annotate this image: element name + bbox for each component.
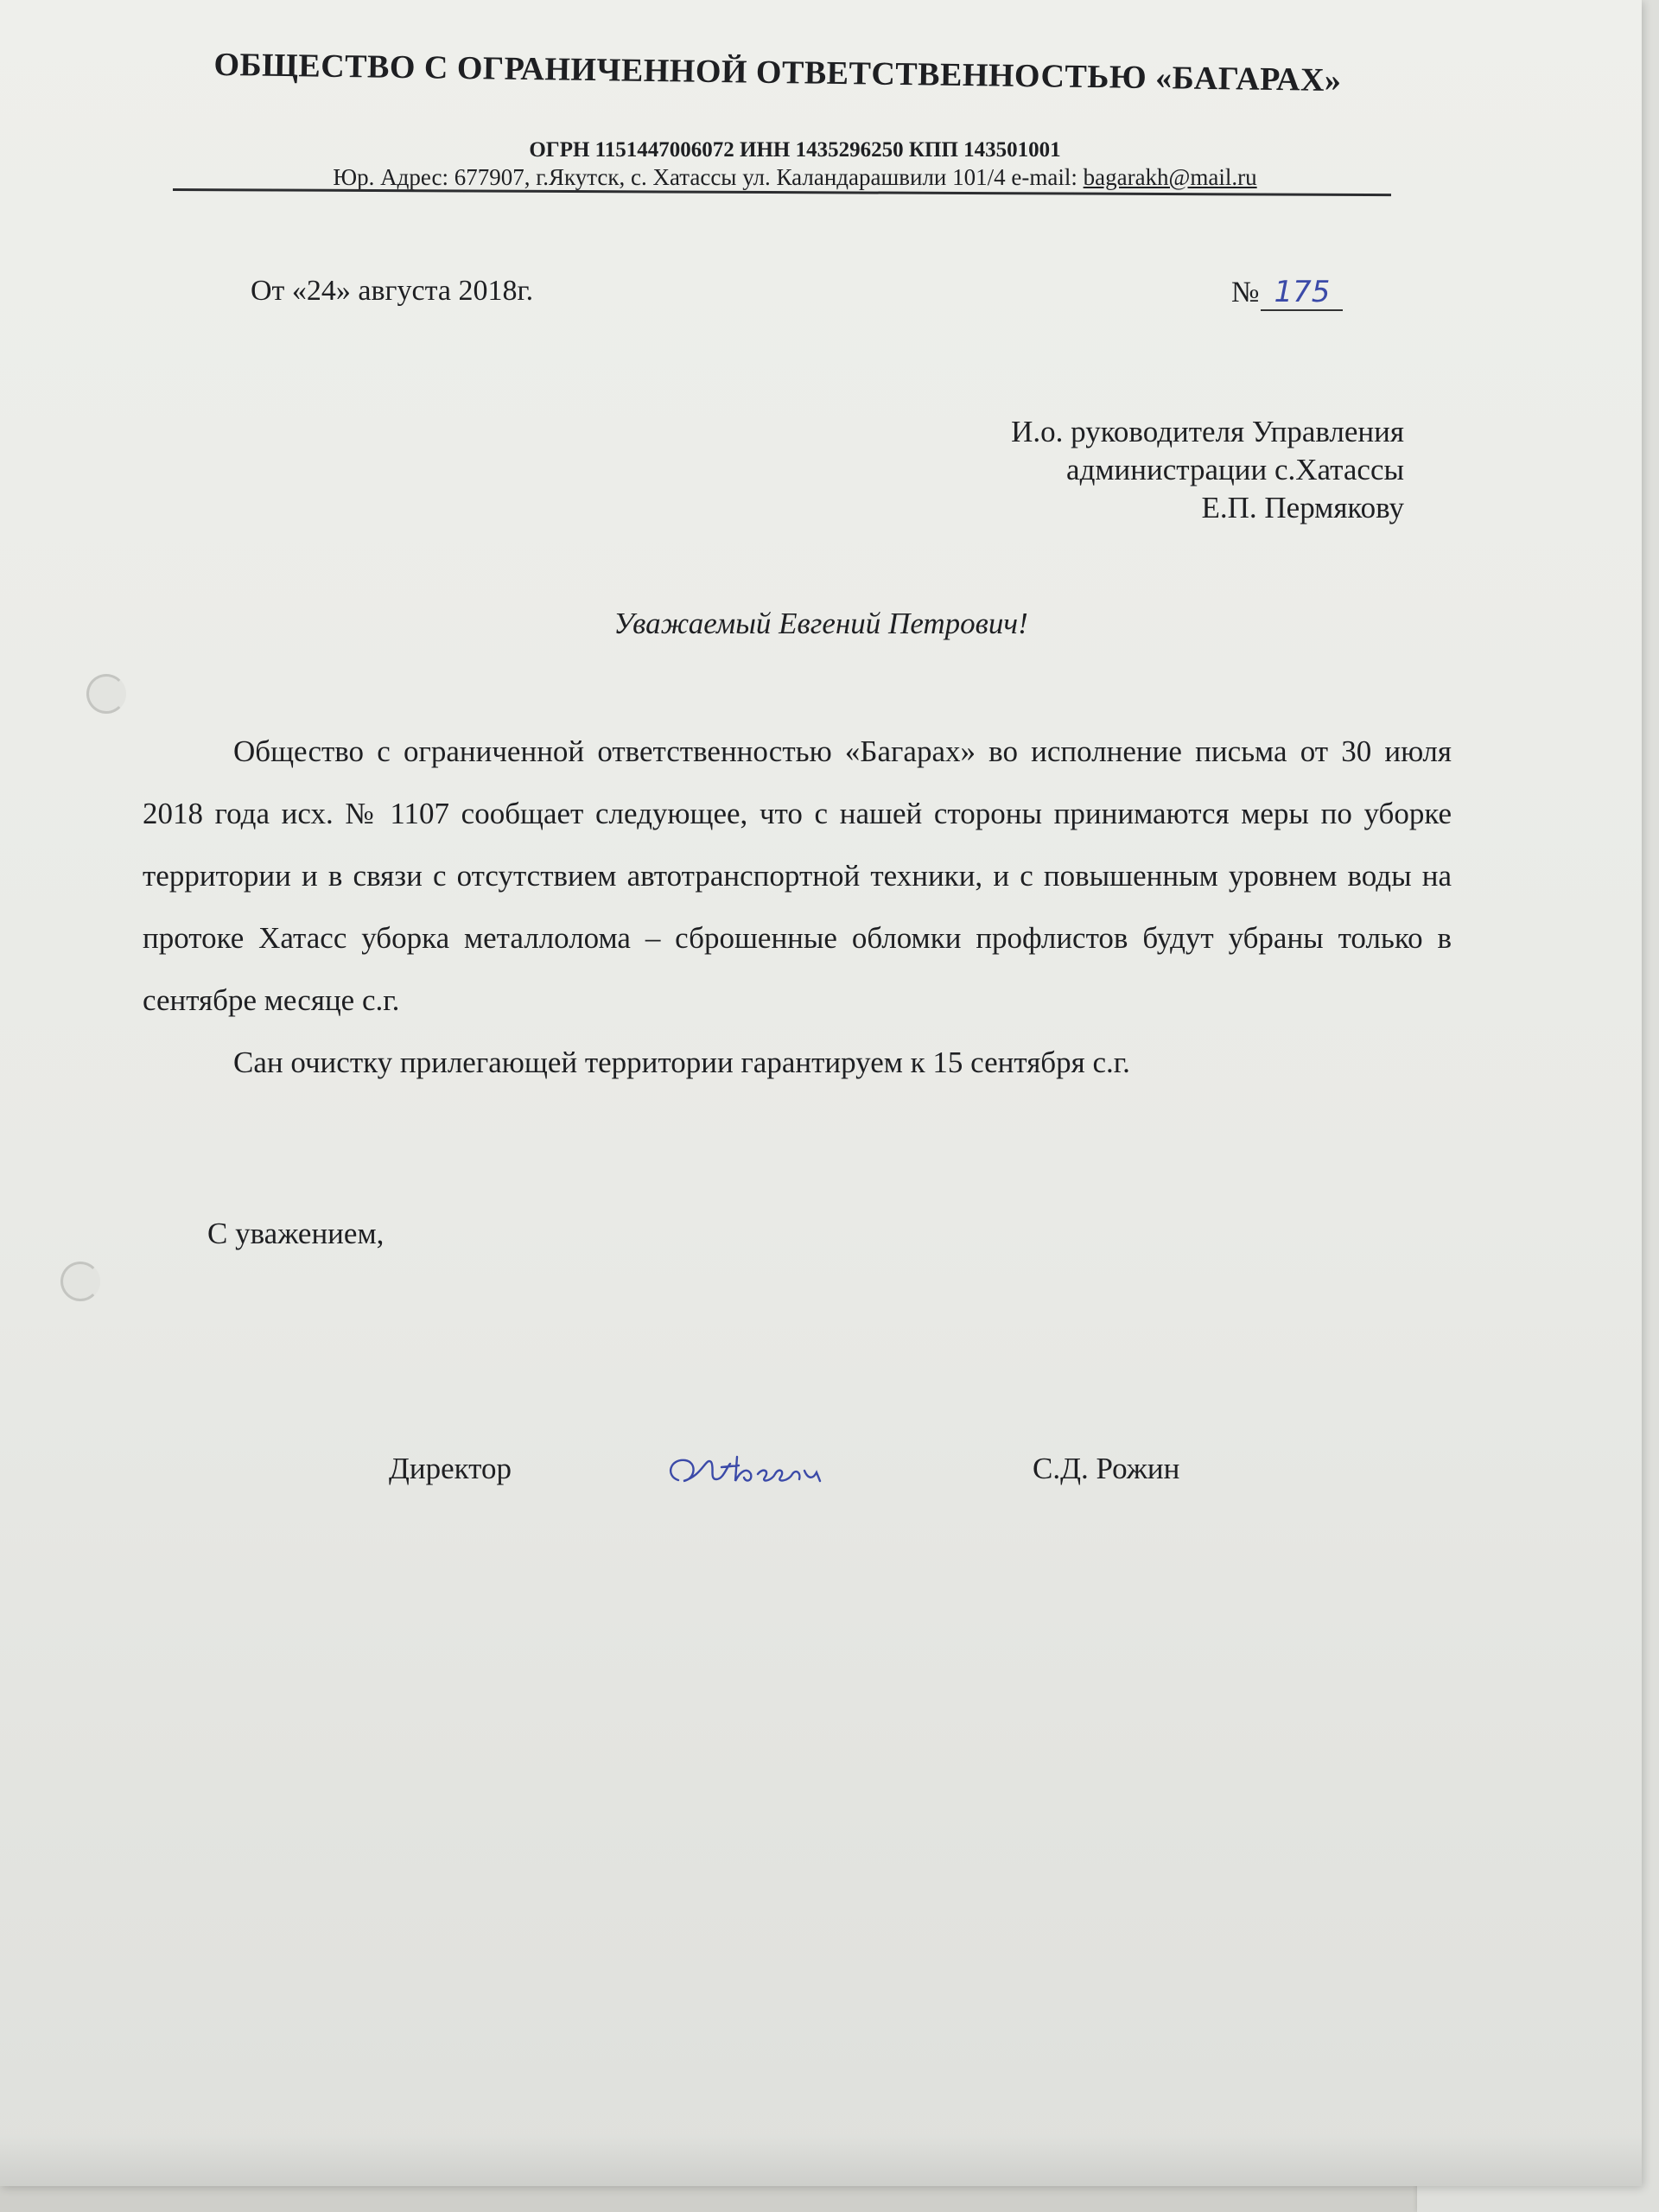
- body-paragraph: Общество с ограниченной ответственностью «Багарах» во исполнение письма от 30 июля 2018 года исх. № 1107 сообщает следующее, что с нашей стороны принимаются меры по уборке территории и в связи с отсутствием автотранспортной техники, и с повышенным уровнем воды на протоке Хатасс уборка металлолома – сброшенные обломки профлистов будут убраны только в сентябре месяце с.г.: [143, 734, 1452, 1017]
- addressee-line: администрации с.Хатассы: [1066, 453, 1404, 486]
- letter-number: [1231, 275, 1343, 311]
- punch-hole: [60, 1262, 100, 1301]
- email-link[interactable]: bagarakh@mail.ru: [1083, 164, 1257, 190]
- company-name: ОБЩЕСТВО С ОГРАНИЧЕННОЙ ОТВЕТСТВЕННОСТЬЮ «БАГАРАХ»: [213, 46, 1342, 99]
- handwritten-signature: [661, 1441, 851, 1506]
- signatory-title: Директор: [389, 1452, 512, 1485]
- handwritten-number: 175: [1261, 275, 1343, 311]
- punch-hole: [86, 674, 126, 714]
- page-shadow: [0, 2134, 1642, 2186]
- address-text: Юр. Адрес: 677907, г.Якутск, с. Хатассы ул. Каландарашвили 101/4 e-mail:: [333, 164, 1084, 190]
- addressee-line: Е.П. Пермякову: [1201, 491, 1404, 524]
- addressee-block: [1011, 413, 1404, 527]
- company-address: [173, 164, 1417, 191]
- closing-phrase: С уважением,: [207, 1217, 385, 1250]
- number-sign: №: [1231, 276, 1260, 308]
- signatory-name: С.Д. Рожин: [1033, 1452, 1180, 1485]
- letter-date: От «24» августа 2018г.: [251, 275, 534, 307]
- letter-body: [143, 721, 1452, 1094]
- body-paragraph: Сан очистку прилегающей территории гарантируем к 15 сентября с.г.: [233, 1046, 1130, 1079]
- salutation: Уважаемый Евгений Петрович!: [613, 607, 1028, 640]
- company-registration: ОГРН 1151447006072 ИНН 1435296250 КПП 143501001: [529, 138, 1061, 162]
- addressee-line: И.о. руководителя Управления: [1011, 415, 1404, 448]
